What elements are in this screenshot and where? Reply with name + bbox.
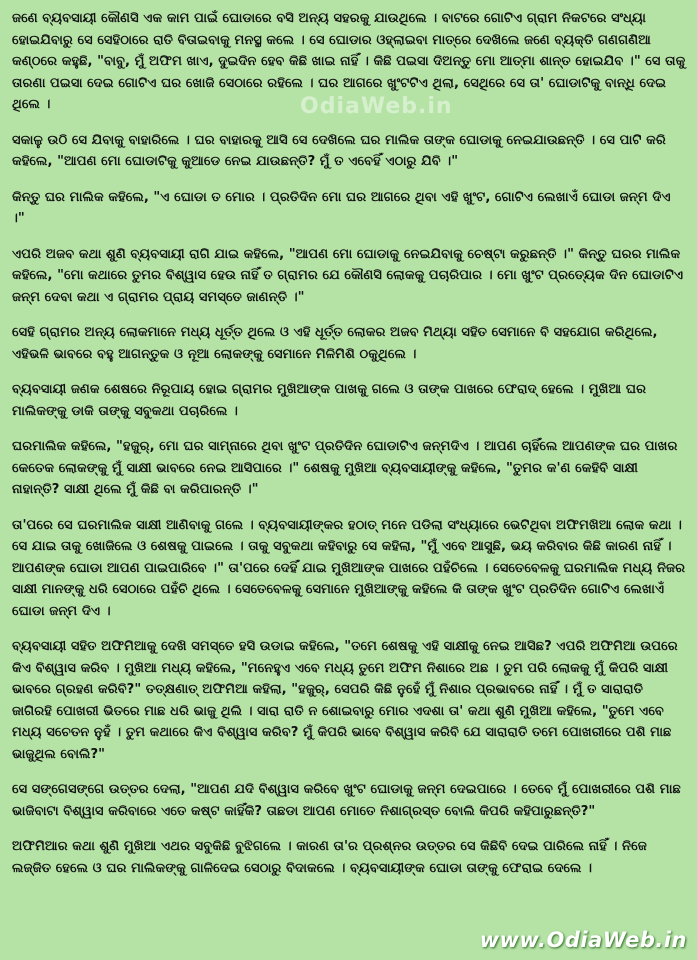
paragraph-5: ସେହି ଗ୍ରାମର ଅନ୍ୟ ଲୋକମାନେ ମଧ୍ୟ ଧୂର୍ତ୍ତ ଥିଲେ ଓ ଏହି ଧୂର୍ତ୍ତ ଲୋକର ଅଜବ ମିଥ୍ୟା ସହିତ ସେମାନେ ବି ସହଯୋଗ କରିଥିଲେ, ଏହିଭଳି ଭାବରେ ବହୁ ଆଗନ୍ତୁକ ଓ ନୂଆ ଲୋକଙ୍କୁ ସେମାନେ ମିଳିମିଶି ଠକୁଥିଲେ । [12,325,658,362]
paragraph-6: ବ୍ୟବସାୟୀ ଜଣକ ଶେଷରେ ନିରୂପାୟ ହୋଇ ଗ୍ରାମର ମୁଖିଆଙ୍କ ପାଖକୁ ଗଲେ ଓ ତାଙ୍କ ପାଖରେ ଫେରାଦ୍ ହେଲେ । ମୁଖିଆ ଘର ମାଲିକଙ୍କୁ ଡାକି ତାଙ୍କୁ ସବୁକଥା ପଚାରିଲେ । [12,382,647,419]
site-watermark: www.OdiaWeb.in [479,928,687,952]
paragraph-8: ତା'ପରେ ସେ ଘରମାଲିକ ସାକ୍ଷୀ ଆଣିବାକୁ ଗଲେ । ବ୍ୟବସାୟୀଙ୍କର ହଠାତ୍ ମନେ ପଡିଲା ସଂଧ୍ୟାରେ ଭେଟିଥିବା ଅଫିମଖିଆ ଲୋକ କଥା । ସେ ଯାଇ ତାକୁ ଖୋଜିଲେ ଓ ଶେଷକୁ ପାଇଲେ । ତାକୁ ସବୁକଥା କହିବାରୁ ସେ କହିଲା, "ମୁଁ ଏବେ ଆସୁଛି, ଭୟ କରିବାର କିଛି କାରଣ ନାହିଁ । ଆପଣଙ୍କ ଘୋଡା ଆପଣ ପାଇପାରିବେ ।" ତା'ପରେ ଦେହିଁ ଯାଇ ମୁଖିଆଙ୍କ ପାଖରେ ପହଁଚିଲେ । ସେତେବେଳକୁ ଘରମାଲିକ ମଧ୍ୟ ନିଜର ସାକ୍ଷୀ ମାନଙ୍କୁ ଧରି ସେଠାରେ ପହଁଚି ଥିଲେ । ସେତେବେଳକୁ ସେମାନେ ମୁଖିଆଙ୍କୁ କହିଲେ କି ତାଙ୍କ ଖୁଂଟ ପ୍ରତିଦିନ ଗୋଟିଏ ଲେଖାଏଁ ଘୋଡା ଜନ୍ମ ଦିଏ । [12,517,686,619]
paragraph-10: ସେ ସଙ୍ଗେସଙ୍ଗେ ଉତ୍ତର ଦେଲା, "ଆପଣ ଯଦି ବିଶ୍ୱାସ କରିବେ ଖୁଂଟ ଘୋଡାକୁ ଜନ୍ମ ଦେଇପାରେ । ତେବେ ମୁଁ ପୋଖରୀରେ ପଶି ମାଛ ଭାଜିବାଟା ବିଶ୍ୱାସ କରିବାରେ ଏତେ କଷ୍ଟ କାହିଁକି? ତାଛଡା ଆପଣ ମୋତେ ନିଶାଗ୍ରସ୍ତ ବୋଲି କିପରି କହିପାରୁଛନ୍ତି?" [12,782,681,819]
paragraph-3: କିନ୍ତୁ ଘର ମାଲିକ କହିଲେ, "ଏ ଘୋଡା ତ ମୋର । ପ୍ରତିଦିନ ମୋ ଘର ଆଗରେ ଥିବା ଏହି ଖୁଂଟ, ଗୋଟିଏ ଲେଖାଏଁ ଘୋଡା ଜନ୍ମ ଦିଏ ।" [12,189,671,226]
paragraph-2: ସକାଳୁ ଉଠି ସେ ଯିବାକୁ ବାହାରିଲେ । ଘର ବାହାରକୁ ଆସି ସେ ଦେଖିଲେ ଘର ମାଲିକ ତାଙ୍କ ଘୋଡାକୁ ନେଇଯାଉଛନ୍ତି । ସେ ପାଟି କରି କହିଲେ, "ଆପଣ ମୋ ଘୋଡାଟିକୁ କୁଆଡେ ନେଇ ଯାଉଛନ୍ତି? ମୁଁ ତ ଏବେହିଁ ଏଠାରୁ ଯିବି ।" [12,132,666,169]
paragraph-1: ଜଣେ ବ୍ୟବସାୟୀ କୌଣସି ଏକ କାମ ପାଇଁ ଘୋଡାରେ ବସି ଅନ୍ୟ ସହରକୁ ଯାଉଥିଲେ । ବାଟରେ ଗୋଟିଏ ଗ୍ରାମ ନିକଟରେ ସଂଧ୍ୟା ହୋଇଯିବାରୁ ସେ ସେହିଠାରେ ରାତି ବିତାଇବାକୁ ମନସ୍ଥ କଲେ । ସେ ଘୋଡାର ଓହ୍ଲାଇବା ମାତ୍ରେ ଦେଖିଲେ ଜଣେ ବ୍ୟକ୍ତି ଗଣଗଣିଆ କଣ୍ଠରେ କହୁଛି, "ବାବୁ, ମୁଁ ଅଫିମ ଖାଏ, ଦୁଇଦିନ ହେବ କିଛି ଖାଇ ନାହିଁ । କିଛି ପଇସା ଦିଅନ୍ତୁ ମୋ ଆତ୍ମା ଶାନ୍ତ ହୋଇଯିବ ।" ସେ ତାକୁ ତାରଣା ପଇସା ଦେଇ ଗୋଟିଏ ଘର ଖୋଜି ସେଠାରେ ରହିଲେ । ଘର ଆଗରେ ଖୁଂଟଟିଏ ଥିଲା, ସେଥିରେ ସେ ତା' ଘୋଡାଟିକୁ ବାନ୍ଧି ଦେଇ ଥିଲେ । [12,11,686,112]
watermark-top: OdiaWeb.in [300,94,453,119]
paragraph-9: ବ୍ୟବସାୟୀ ସହିତ ଅଫିମିଆକୁ ଦେଖି ସମସ୍ତେ ହସି ଉଡାଇ କହିଲେ, "ତମେ ଶେଷକୁ ଏହି ସାକ୍ଷୀକୁ ନେଇ ଆସିଛ? ଏପରି ଅଫିମିଆ ଉପରେ କିଏ ବିଶ୍ୱାସ କରିବ । ମୁଖିଆ ମଧ୍ୟ କହିଲେ, "ମନେହୁଏ ଏବେ ମଧ୍ୟ ତୁମେ ଅଫିମ ନିଶାରେ ଅଛ । ତୁମ ପରି ଲୋକକୁ ମୁଁ କିପରି ସାକ୍ଷୀ ଭାବରେ ଗ୍ରହଣ କରିବି?" ତତ୍କ୍ଷଣାତ୍ ଅଫିମିଆ କହିଲା, "ହଜୁର୍, ସେପରି କିଛି ନୁହେଁ ମୁଁ ନିଶାର ପ୍ରଭାବରେ ନାହିଁ । ମୁଁ ତ ସାରାରାତି ଜାଗିରହି ପୋଖରୀ ଭିତରେ ମାଛ ଧରି ଭାଜୁ ଥିଲି । ସାରା ରାତି ନ ଶୋଇବାରୁ ମୋର ଏଦଶା ତା' କଥା ଶୁଣି ମୁଖିଆ କହିଲେ, "ତୁମେ ଏବେ ମଧ୍ୟ ସଚେତନ ନୁହଁ । ତୁମ କଥାରେ କିଏ ବିଶ୍ୱାସ କରିବ? ମୁଁ କିପରି ଭାବେ ବିଶ୍ୱାସ କରିବି ଯେ ସାରାରାତି ତମେ ପୋଖରୀରେ ପଶି ମାଛ ଭାଜୁଥିଲ ବୋଲି?" [12,639,678,762]
paragraph-4: ଏପରି ଅଜବ କଥା ଶୁଣି ବ୍ୟବସାୟୀ ରାଗି ଯାଇ କହିଲେ, "ଆପଣ ମୋ ଘୋଡାକୁ ନେଇଯିବାକୁ ଚେଷ୍ଟା କରୁଛନ୍ତି ।" କିନ୍ତୁ ଘରର ମାଲିକ କହିଲେ, "ମୋ କଥାରେ ତୁମର ବିଶ୍ୱାସ ହେଉ ନାହିଁ ତ ଗ୍ରାମର ଯେ କୌଣସି ଲୋକକୁ ପଚାରିପାର । ମୋ ଖୁଂଟ ପ୍ରତ୍ୟେକ ଦିନ ଘୋଡାଟିଏ ଜନ୍ମ ଦେବା କଥା ଏ ଗ୍ରାମର ପ୍ରାୟ ସମସ୍ତେ ଜାଣନ୍ତି ।" [12,246,684,305]
paragraph-11: ଅଫିମିଆର କଥା ଶୁଣି ମୁଖିଆ ଏଥର ସବୁକିଛି ବୁଝିଗଲେ । କାରଣ ତା'ର ପ୍ରଶ୍ନର ଉତ୍ତର ସେ କିଛିବି ଦେଇ ପାରିଲେ ନାହିଁ । ନିଜେ ଲଜ୍ଜିତ ହେଲେ ଓ ଘର ମାଲିକଙ୍କୁ ଗାଳିଦେଇ ସେଠାରୁ ବିଦାକଲେ । ବ୍ୟବସାୟୀଙ୍କ ଘୋଡା ତାଙ୍କୁ ଫେରାଇ ଦେଲେ । [12,839,647,876]
paragraph-7: ଘରମାଲିକ କହିଲେ, "ହଜୁର୍, ମୋ ଘର ସାମ୍ନାରେ ଥିବା ଖୁଂଟ ପ୍ରତିଦିନ ଘୋଡାଟିଏ ଜନ୍ମଦିଏ । ଆପଣ ଚାହିଁଲେ ଆପଣଙ୍କ ଘର ପାଖର କେତେକ ଲୋକଙ୍କୁ ମୁଁ ସାକ୍ଷୀ ଭାବରେ ନେଇ ଆସିପାରେ ।" ଶେଷକୁ ମୁଖିଆ ବ୍ୟବସାୟୀଙ୍କୁ କହିଲେ, "ତୁମର କ'ଣ କେହିବି ସାକ୍ଷୀ ନାହାନ୍ତି? ସାକ୍ଷୀ ଥିଲେ ମୁଁ କିଛି ବା କରିପାରନ୍ତି ।" [12,439,678,497]
